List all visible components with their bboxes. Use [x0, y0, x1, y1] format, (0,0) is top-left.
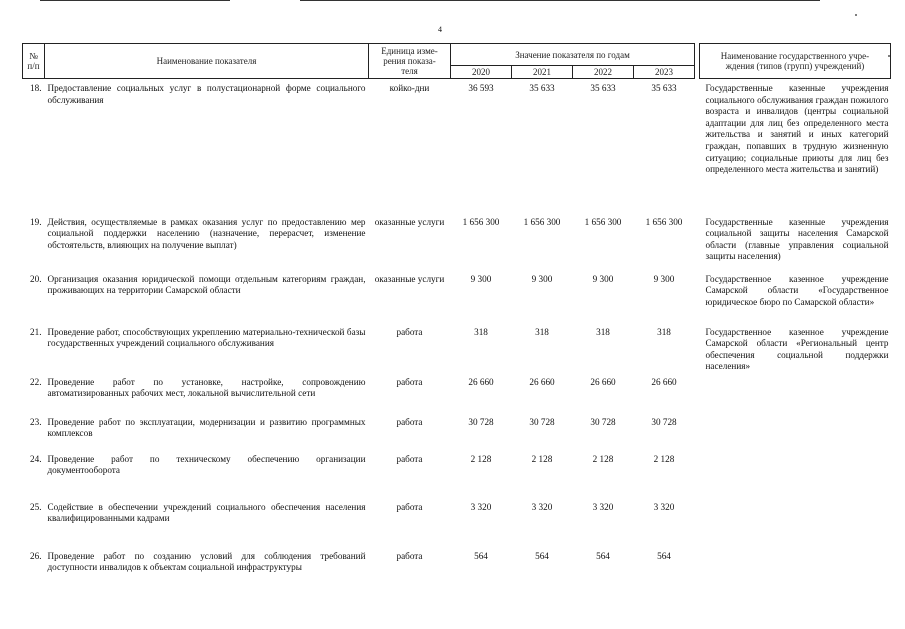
- value-2021: 3 320: [531, 501, 553, 512]
- header-number: № п/п: [23, 44, 45, 79]
- row-number: 23.: [30, 416, 42, 427]
- table-row: [23, 498, 891, 547]
- value-2023: 9 300: [653, 273, 675, 284]
- row-number: 26.: [30, 550, 42, 561]
- indicator-name: Проведение работ по созданию условий для соблюдения требований доступности инвалидов к объектам социальной инфраструктуры: [47, 550, 366, 573]
- value-2021: 26 660: [529, 376, 555, 387]
- row-number: 20.: [30, 273, 42, 284]
- institution-name: Государственное казенное учреждение Самарской области «Государственное юридическое бюро по Самарской области»: [705, 273, 889, 307]
- unit-of-measure: оказанные услуги: [374, 273, 445, 284]
- header-indicator-name: Наименование показателя: [45, 44, 369, 79]
- institution-name: Государственные казенные учреждения социальной защиты населения Самарской области (главные управления социальной защиты населения): [705, 216, 889, 262]
- value-2022: 26 660: [590, 376, 616, 387]
- indicator-name: Проведение работ, способствующих укреплению материально-технической базы государственных учреждений социального обслуживания: [47, 326, 366, 349]
- value-2023: 2 128: [653, 453, 675, 464]
- row-number: 24.: [30, 453, 42, 464]
- header-institution: Наименование государственного учре- ждения (типов (групп) учреждений): [700, 44, 891, 79]
- value-2020: 9 300: [470, 273, 492, 284]
- value-2021: 1 656 300: [523, 216, 561, 227]
- value-2020: 3 320: [470, 501, 492, 512]
- value-2023: 318: [657, 326, 671, 337]
- table-row: [23, 373, 891, 413]
- value-2020: 30 728: [468, 416, 494, 427]
- institution-name: [700, 373, 891, 413]
- row-number: 19.: [30, 216, 42, 227]
- unit-of-measure: работа: [396, 453, 423, 464]
- unit-of-measure: койко-дни: [389, 83, 430, 93]
- unit-of-measure: работа: [396, 501, 423, 512]
- table-row: [23, 213, 891, 270]
- value-2020: 318: [474, 326, 488, 337]
- scan-speck: [855, 14, 857, 16]
- institution-name: [700, 498, 891, 547]
- table-row: [23, 547, 891, 592]
- value-2022: 35 633: [590, 83, 616, 93]
- value-2023: 35 633: [651, 83, 677, 93]
- value-2021: 9 300: [531, 273, 553, 284]
- institution-name: [700, 450, 891, 498]
- row-number: 21.: [30, 326, 42, 337]
- institution-name: Государственные казенные учреждения социального обслуживания граждан пожилого возраста и инвалидов (центры социальной адаптации для лиц без определенного места жительства и занятий и иных категорий граждан, попавших в трудную жизненную ситуацию; социальные приюты для лиц без определенного места жительства и занятий): [705, 83, 889, 175]
- indicator-name: Проведение работ по установке, настройке, сопровождению автоматизированных рабочих мест, локальной вычислительной сети: [47, 376, 366, 399]
- unit-of-measure: работа: [396, 376, 423, 387]
- value-2022: 318: [596, 326, 610, 337]
- value-2021: 35 633: [529, 83, 555, 93]
- value-2020: 564: [474, 550, 488, 561]
- institution-name: Государственное казенное учреждение Самарской области «Региональный центр обеспечения социальной поддержки населения»: [705, 326, 889, 372]
- unit-of-measure: работа: [396, 416, 423, 427]
- value-2022: 1 656 300: [584, 216, 622, 227]
- unit-of-measure: работа: [396, 326, 423, 337]
- table-row: [23, 450, 891, 498]
- value-2023: 3 320: [653, 501, 675, 512]
- value-2022: 9 300: [592, 273, 614, 284]
- header-year: 2023: [634, 66, 695, 79]
- indicator-name: Содействие в обеспечении учреждений социального обеспечения населения квалифицированными кадрами: [47, 501, 366, 524]
- value-2021: 564: [535, 550, 549, 561]
- value-2023: 1 656 300: [645, 216, 683, 227]
- table-row: [23, 270, 891, 323]
- scan-edge-line: [40, 0, 230, 1]
- indicator-name: Организация оказания юридической помощи отдельным категориям граждан, проживающих на территории Самарской области: [47, 273, 366, 296]
- value-2021: 30 728: [529, 416, 555, 427]
- indicator-name: Проведение работ по техническому обеспечению организации документооборота: [47, 453, 366, 476]
- header-unit: Единица изме- рения показа- теля: [369, 44, 451, 79]
- value-2021: 2 128: [531, 453, 553, 464]
- value-2023: 30 728: [651, 416, 677, 427]
- header-year: 2022: [573, 66, 634, 79]
- page-number: 4: [438, 25, 442, 34]
- institution-name: [700, 413, 891, 450]
- value-2022: 564: [596, 550, 610, 561]
- row-number: 22.: [30, 376, 42, 387]
- value-2022: 3 320: [592, 501, 614, 512]
- institution-name: [700, 547, 891, 592]
- value-2020: 26 660: [468, 376, 494, 387]
- unit-of-measure: оказанные услуги: [374, 216, 445, 227]
- row-number: 25.: [30, 501, 42, 512]
- value-2023: 564: [657, 550, 671, 561]
- indicator-name: Проведение работ по эксплуатации, модернизации и развитию программных комплексов: [47, 416, 366, 439]
- value-2023: 26 660: [651, 376, 677, 387]
- table-row: [23, 79, 891, 213]
- value-2020: 36 593: [468, 83, 494, 93]
- header-year: 2021: [512, 66, 573, 79]
- value-2022: 2 128: [592, 453, 614, 464]
- value-2022: 30 728: [590, 416, 616, 427]
- value-2020: 2 128: [470, 453, 492, 464]
- scan-edge-line: [300, 0, 820, 1]
- header-values-by-year: Значение показателя по годам: [451, 44, 695, 66]
- row-number: 18.: [30, 83, 42, 93]
- indicator-name: Предоставление социальных услуг в полустационарной форме социального обслуживания: [47, 83, 366, 105]
- unit-of-measure: работа: [396, 550, 423, 561]
- indicators-table: [22, 43, 891, 592]
- header-year: 2020: [451, 66, 512, 79]
- value-2021: 318: [535, 326, 549, 337]
- value-2020: 1 656 300: [462, 216, 500, 227]
- table-row: [23, 413, 891, 450]
- table-row: [23, 323, 891, 373]
- indicator-name: Действия, осуществляемые в рамках оказания услуг по предоставлению мер социальной поддержки населению (назначение, перерасчет, изменение обстоятельств, влияющих на получение выплат): [47, 216, 366, 250]
